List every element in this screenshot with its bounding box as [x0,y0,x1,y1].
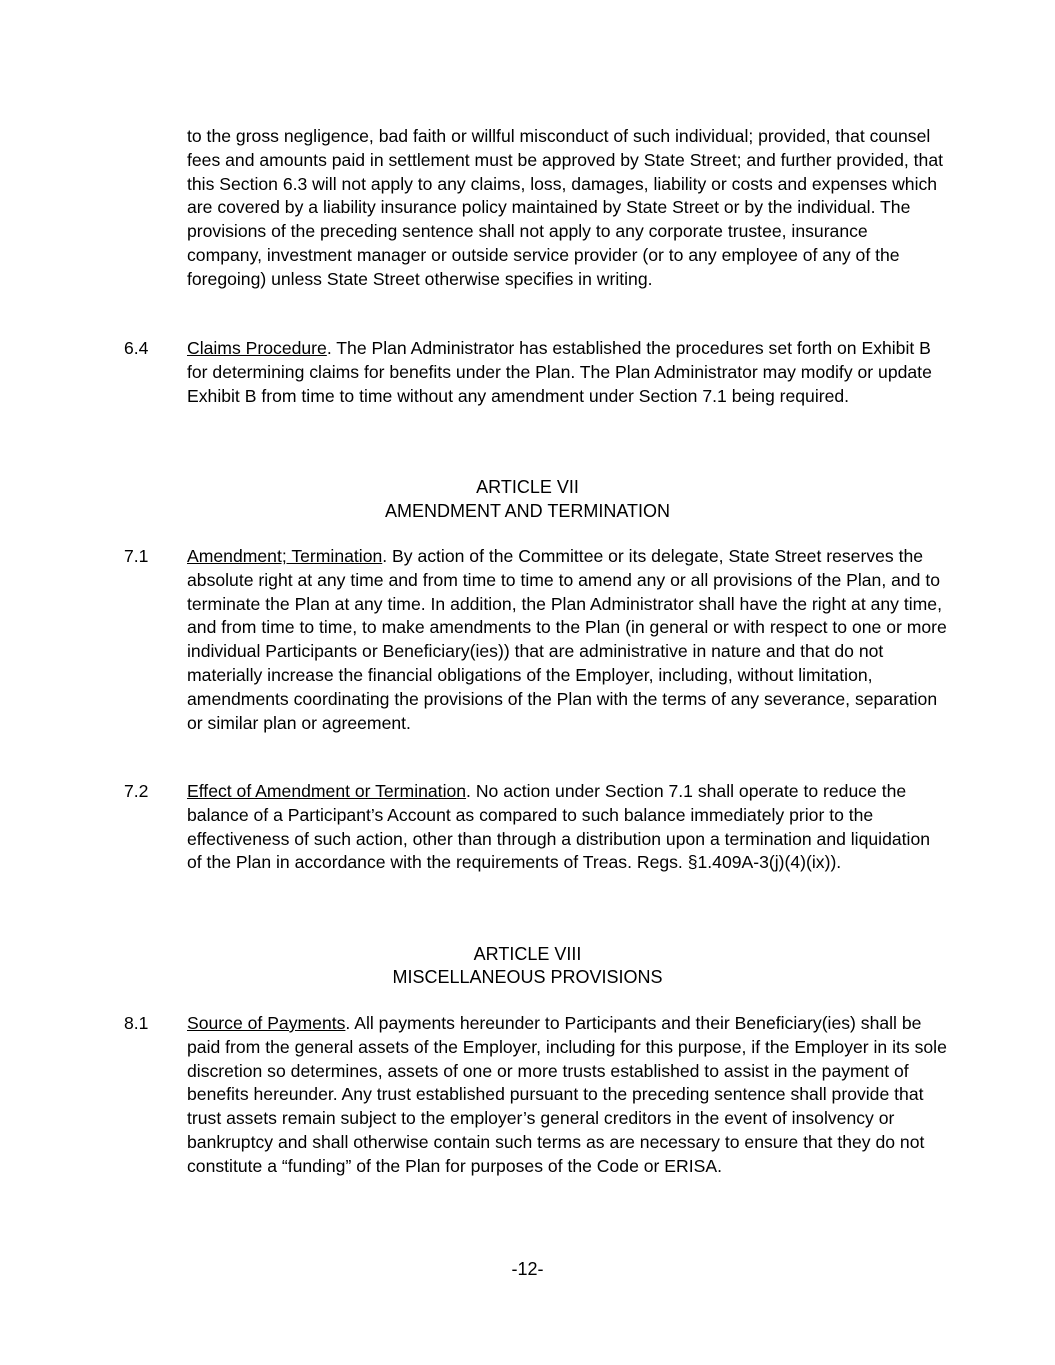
section-7-2-title: Effect of Amendment or Termination [187,781,467,801]
section-6-4-text: . The Plan Administrator has established the procedures set forth on Exhibit B for determining claims for benefits under the Plan. The Plan Administrator may modify or update Exhibit B from time to time without any amendment under Section 7.1 being required. [187,338,932,406]
section-7-1-body [187,545,949,735]
page-number: -12- [511,1259,544,1279]
section-7-2-body [187,780,949,875]
section-number-6-4: 6.4 [124,338,149,358]
section-6-4-body [187,337,949,408]
section-6-4-title: Claims Procedure [187,338,327,358]
section-8-1-body [187,1012,949,1179]
section-8-1-text: . All payments hereunder to Participants and their Beneficiary(ies) shall be paid from the general assets of the Employer, including for this purpose, if the Employer in its sole discretion so determines, assets of one or more trusts established to assist in the payment of benefits hereunder. Any trust established pursuant to the preceding sentence shall provide that trust assets remain subject to the employer’s general creditors in the event of insolvency or bankruptcy and shall otherwise contain such terms as are necessary to ensure that they do not constitute a “funding” of the Plan for purposes of the Code or ERISA. [187,1013,947,1176]
section-number-7-1: 7.1 [124,546,149,566]
section-7-2-text: . No action under Section 7.1 shall operate to reduce the balance of a Participant’s Account as compared to such balance immediately prior to the effectiveness of such action, other than through a distribution upon a termination and liquidation of the Plan in accordance with the requirements of Treas. Regs. §1.409A-3(j)(4)(ix)). [187,781,931,873]
section-number-8-1: 8.1 [124,1013,149,1033]
section-number-7-2: 7.2 [124,781,149,801]
article-vii-label: ARTICLE VII [476,477,579,497]
article-viii-title: MISCELLANEOUS PROVISIONS [392,967,663,987]
section-7-1-title: Amendment; Termination [187,546,383,566]
article-vii-title: AMENDMENT AND TERMINATION [384,501,671,521]
section-8-1-title: Source of Payments [187,1013,346,1033]
intro-paragraph: to the gross negligence, bad faith or willful misconduct of such individual; provided, that counsel fees and amounts paid in settlement must be approved by State Street; and further provided, that this Section 6.3 will not apply to any claims, loss, damages, liability or costs and expenses which are covered by a liability insurance policy maintained by State Street or by the individual. The provisions of the preceding sentence shall not apply to any corporate trustee, insurance company, investment manager or outside service provider (or to any employee of any of the foregoing) unless State Street otherwise specifies in writing. [187,126,944,289]
section-7-1-text: . By action of the Committee or its delegate, State Street reserves the absolute right at any time and from time to time to amend any or all provisions of the Plan, and to terminate the Plan at any time. In addition, the Plan Administrator shall have the right at any time, and from time to time, to make amendments to the Plan (in general or with respect to one or more individual Participants or Beneficiary(ies)) that are administrative in nature and that do not materially increase the financial obligations of the Employer, including, without limitation, amendments coordinating the provisions of the Plan with the terms of any severance, separation or similar plan or agreement. [187,546,947,733]
article-viii-label: ARTICLE VIII [473,944,582,964]
